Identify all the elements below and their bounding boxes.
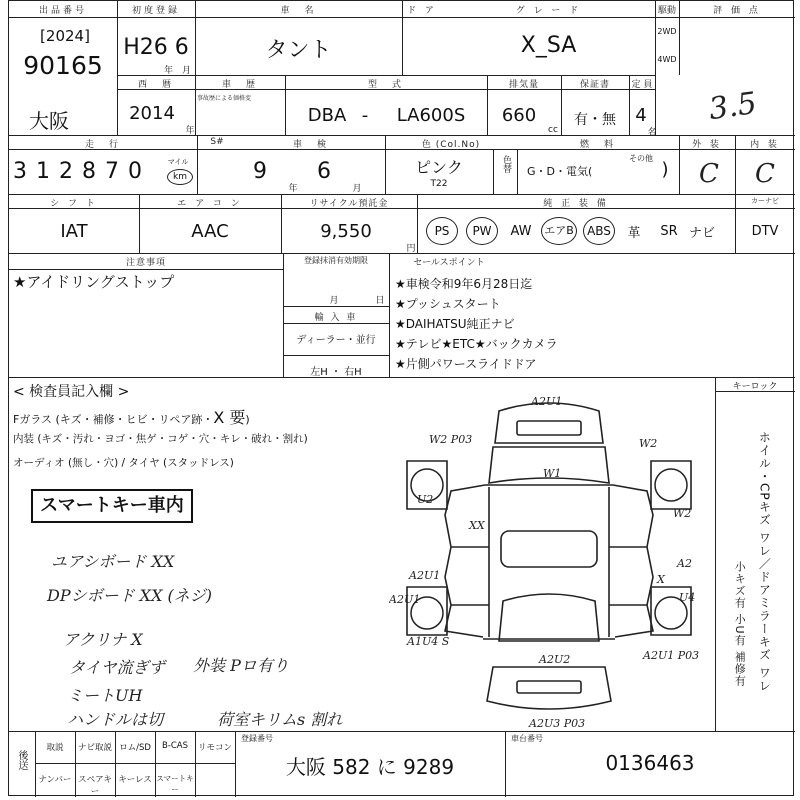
capacity-label: 定 員 [631, 80, 653, 90]
post-item: リモコン [197, 743, 232, 753]
inspector-title: < 検査員記入欄 > [13, 384, 130, 400]
displacement-label: 排気量 [508, 80, 539, 90]
diagram-mark: U2 [417, 493, 434, 506]
post-item: ナビ取説 [77, 743, 112, 753]
side-column-note: ホイル・CPキズ ワレ／ドアミラーキズ ワレ [757, 431, 772, 693]
score-label: 評 価 点 [713, 6, 761, 16]
car-front-outline [495, 403, 603, 443]
hand-note: DPシボード XX (ネジ) [47, 586, 213, 605]
wheel-front-right [655, 469, 687, 501]
sales-points-label: セールスポイント [413, 258, 485, 268]
reg-day: 日 [375, 296, 385, 306]
color-change-label: 色替 [501, 155, 511, 173]
inspector-line3: オーディオ (無し・穴) / タイヤ (スタッドレス) [13, 457, 234, 469]
sales-point: ★片側パワースライドドア [395, 357, 537, 371]
shift-value: IAT [60, 221, 88, 242]
smeter-label: S# [210, 137, 224, 147]
post-item: スマートキー [156, 774, 194, 794]
model-prefix: DBA [307, 105, 347, 126]
interior-label: 内 装 [750, 140, 780, 150]
ac-value: AAC [191, 221, 229, 242]
diagram-mark: A2U2 [539, 653, 571, 666]
fuel-other: その他 [629, 154, 653, 163]
displacement-unit: cc [548, 125, 558, 135]
diagram-mark: W2 P03 [429, 433, 473, 446]
displacement: 660 [501, 105, 537, 126]
fuel-label: 燃 料 [579, 140, 616, 150]
recycle-label: リサイクル預託金 [309, 199, 389, 209]
equip-aw: AW [510, 223, 532, 239]
equip-leather: 革 [627, 225, 641, 241]
lot-label: 出品番号 [38, 6, 87, 16]
car-rear-outline [487, 667, 611, 709]
diagram-mark: W1 [543, 467, 562, 480]
vin-number: 0136463 [605, 751, 695, 775]
diagram-mark: A1U4 S [407, 635, 450, 648]
score-value: 3.5 [706, 85, 759, 128]
diagram-mark: A2U3 P03 [529, 717, 586, 730]
diagram-mark: A2U1 [409, 569, 441, 582]
lot-region: 大阪 [29, 109, 69, 133]
mileage-label: 走 行 [84, 140, 121, 150]
smart-key-note: スマートキー車内 [31, 489, 193, 523]
first-reg-value: H26 6 [123, 35, 189, 60]
car-rear-glass [499, 594, 599, 641]
western-year: 2014 [129, 103, 175, 124]
lot-number: 90165 [23, 51, 103, 80]
post-item: 取説 [46, 743, 64, 753]
diagram-mark: A2U1 P03 [643, 649, 700, 662]
color-no: T22 [430, 179, 448, 189]
ac-label: エ ア コ ン [177, 199, 243, 209]
post-item: スペアキー [78, 775, 112, 797]
equipment-label: 純 正 装 備 [543, 199, 609, 209]
model-label: 型 式 [367, 80, 404, 90]
equip-abs: ABS [579, 211, 619, 251]
equip-navi: ナビ [688, 225, 715, 241]
registration-label: 登録抹消有効期限 [304, 256, 368, 265]
handle-side: 左H ・ 右H [310, 367, 362, 378]
diagram-mark: X [657, 573, 665, 586]
equip-pw: PW [463, 211, 501, 251]
sales-point: ★プッシュスタート [395, 297, 501, 311]
fuel-value: G・D・電気( [527, 165, 593, 178]
capacity-value: 4 [635, 105, 647, 126]
door-label: ド ア [407, 6, 437, 16]
hand-note: 外装 Pロ有り [193, 656, 289, 675]
diagram-mark: W2 [673, 507, 692, 520]
lot-year: [2024] [40, 27, 90, 45]
exterior-grade: C [699, 159, 719, 189]
reg-month: 月 [329, 296, 339, 306]
post-item: キーレス [118, 775, 152, 785]
mileage-value: 3 1 2 8 7 0 [13, 159, 143, 184]
car-damage-diagram [389, 391, 715, 731]
diagram-mark: A2U1 [531, 395, 563, 408]
car-roof [501, 531, 597, 567]
warranty-value: 有・無 [574, 112, 616, 128]
plate-number: 大阪 582 に 9289 [285, 755, 455, 779]
grade-value: X_SA [520, 33, 577, 58]
inspector-line2: 内装 (キズ・汚れ・ヨゴ・焦ゲ・コゲ・穴・キレ・破れ・割れ) [13, 433, 308, 445]
dealer-label: ディーラー・並行 [296, 335, 376, 346]
car-left-side [445, 485, 485, 637]
post-item: B-CAS [161, 741, 189, 751]
hand-note: 荷室キリムs 割れ [217, 710, 343, 729]
sales-point: ★DAIHATSU純正ナビ [395, 317, 515, 331]
western-year-label: 西 暦 [137, 80, 174, 90]
keylock-label: キーロック [732, 382, 778, 392]
history-label: 車 歴 [221, 80, 258, 90]
caution-item: ★アイドリングストップ [13, 273, 175, 291]
inspection-year: 9 [253, 159, 267, 184]
equip-sr: SR [660, 223, 678, 239]
km-unit: km [167, 169, 193, 185]
diagram-mark: W2 [639, 437, 658, 450]
carnavi-label: カーナビ [751, 197, 779, 205]
interior-grade: C [755, 159, 775, 189]
hand-note: ミートUH [67, 686, 143, 705]
auction-sheet [8, 0, 794, 796]
side-small-note: 小キズ有 小U有 補修有 [733, 561, 747, 688]
drive-2wd: 2WD [657, 27, 677, 36]
fuel-close: ) [661, 159, 669, 180]
post-item: ナンバー [38, 775, 72, 785]
color-label: 色 (Col.No) [421, 140, 481, 150]
hand-note: アクリナ X [63, 630, 143, 649]
hand-note: ハンドルは切 [67, 710, 164, 729]
history-sub: 事故歴による価格変 [197, 95, 252, 102]
first-reg-label: 初度登録 [131, 6, 180, 16]
import-label: 輸 入 車 [314, 313, 358, 323]
hand-note: ユアシボード XX [51, 552, 175, 571]
recycle-value: 9,550 [320, 221, 372, 242]
diagram-mark: XX [469, 519, 485, 532]
mile-unit: マイル [167, 158, 189, 166]
sales-point: ★テレビ★ETC★バックカメラ [395, 337, 558, 351]
caution-label: 注意事項 [125, 258, 166, 268]
equip-dtv: DTV [751, 223, 779, 239]
car-name-label: 車 名 [280, 6, 317, 16]
yen-unit: 円 [406, 244, 416, 254]
inspector-line1: Fガラス (キズ・補修・ヒビ・リペア跡・X 要) [13, 408, 250, 427]
shift-label: シ フ ト [50, 199, 98, 209]
inspection-month: 6 [317, 159, 331, 184]
vin-label: 車台番号 [511, 734, 543, 743]
equip-ps: PS [423, 211, 461, 251]
post-label: 後送 [16, 750, 27, 770]
plate-label: 登録番号 [241, 734, 273, 743]
equip-airbag: エアB [539, 211, 579, 251]
inspection-label: 車 検 [292, 140, 329, 150]
sales-point: ★車検令和9年6月28日迄 [395, 277, 533, 291]
exterior-label: 外 装 [692, 140, 722, 150]
inspection-month-unit: 月 [352, 184, 362, 194]
diagram-mark: A2U1 [389, 593, 421, 606]
drive-4wd: 4WD [657, 55, 677, 64]
post-item: ロム/SD [119, 743, 151, 753]
diagram-mark: U4 [679, 591, 696, 604]
grade-label: グ レ ー ド [515, 6, 582, 16]
inspection-year-unit: 年 [288, 184, 298, 194]
model-dash: - [361, 105, 369, 126]
first-reg-unit: 年 月 [163, 66, 191, 76]
drive-label: 駆動 [657, 6, 676, 16]
hand-note: タイヤ流ぎず [69, 658, 165, 677]
model-code: LA600S [396, 105, 466, 126]
car-right-side [613, 485, 653, 637]
car-name: タント [265, 38, 332, 63]
western-year-unit: 年 [185, 126, 195, 136]
warranty-label: 保証書 [579, 80, 610, 90]
color-value: ピンク [415, 158, 463, 177]
diagram-mark: A2 [677, 557, 692, 570]
capacity-unit: 名 [647, 128, 657, 138]
